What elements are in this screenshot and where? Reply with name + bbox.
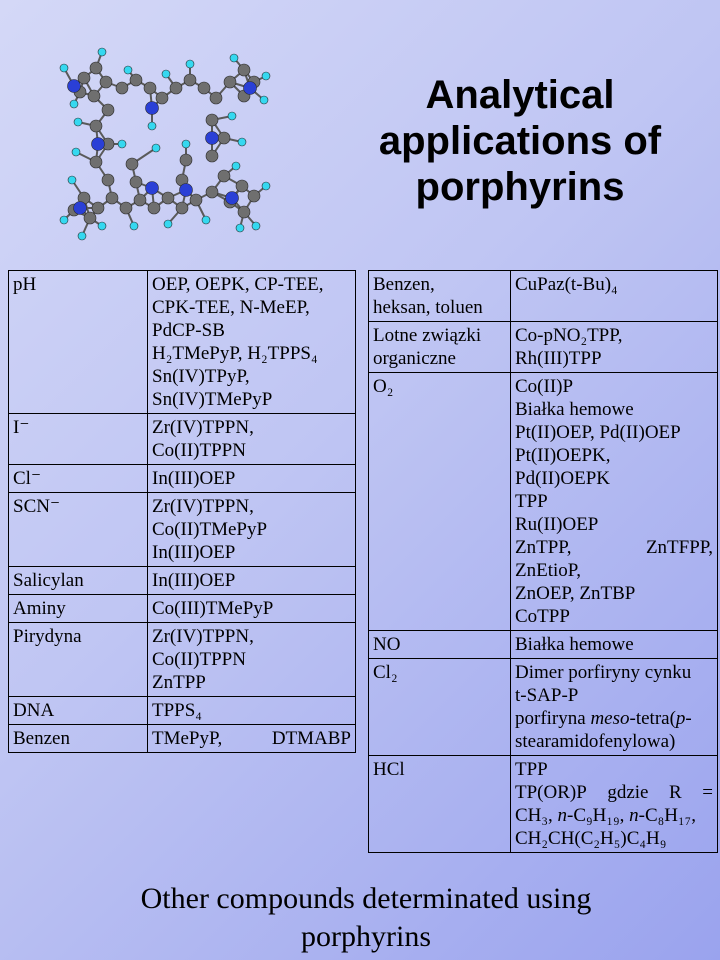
reagent-cell bbox=[148, 623, 356, 697]
reagent-cell bbox=[148, 493, 356, 567]
hydrogen-atom bbox=[124, 66, 132, 74]
reagent-cell bbox=[511, 373, 718, 631]
title-line: Analytical bbox=[425, 73, 615, 117]
carbon-atom bbox=[180, 154, 192, 166]
carbon-atom bbox=[126, 158, 138, 170]
table-row bbox=[9, 725, 356, 753]
carbon-atom bbox=[206, 150, 218, 162]
carbon-atom bbox=[236, 180, 248, 192]
analyte-cell bbox=[9, 697, 148, 725]
reagent-label: stearamidofenylowa) bbox=[515, 731, 676, 752]
reagent-label: Zr(IV)TPPN, bbox=[152, 496, 254, 517]
reagent-cell bbox=[511, 322, 718, 373]
hydrogen-atom bbox=[262, 72, 270, 80]
carbon-atom bbox=[90, 62, 102, 74]
analyte-cell bbox=[369, 659, 511, 756]
nitrogen-atom bbox=[180, 184, 193, 197]
carbon-atom bbox=[102, 174, 114, 186]
nitrogen-atom bbox=[206, 132, 219, 145]
analyte-label: Pirydyna bbox=[13, 626, 82, 647]
reagent-label: Pd(II)OEPK bbox=[515, 468, 610, 489]
reagent-label: In(III)OEP bbox=[152, 542, 236, 563]
carbon-atom bbox=[148, 202, 160, 214]
carbon-atom bbox=[224, 76, 236, 88]
analyte-label: Lotne związki bbox=[373, 325, 482, 346]
carbon-atom bbox=[190, 194, 202, 206]
title-line: porphyrins bbox=[415, 165, 625, 209]
reagent-label: H₂TMePyP, H₂TPPS₄ bbox=[152, 343, 318, 364]
right-analyte-table bbox=[368, 270, 718, 853]
hydrogen-atom bbox=[78, 232, 86, 240]
carbon-atom bbox=[120, 202, 132, 214]
carbon-atom bbox=[106, 192, 118, 204]
reagent-cell bbox=[148, 595, 356, 623]
reagent-label: Rh(III)TPP bbox=[515, 348, 602, 369]
reagent-label: ZnEtioP, bbox=[515, 560, 581, 581]
reagent-label: TMePyP, DTMABP bbox=[152, 728, 351, 749]
carbon-atom bbox=[78, 72, 90, 84]
reagent-cell bbox=[511, 271, 718, 322]
reagent-label: Pt(II)OEPK, bbox=[515, 445, 611, 466]
analyte-cell bbox=[9, 493, 148, 567]
reagent-label: ZnTPP, ZnTFPP, bbox=[515, 537, 713, 558]
reagent-label: porfiryna meso-tetra(p- bbox=[515, 708, 692, 729]
analyte-label: pH bbox=[13, 274, 37, 295]
carbon-atom bbox=[248, 190, 260, 202]
analyte-label: I⁻ bbox=[13, 417, 30, 438]
nitrogen-atom bbox=[146, 182, 159, 195]
table-row bbox=[9, 567, 356, 595]
analyte-label: Aminy bbox=[13, 598, 66, 619]
hydrogen-atom bbox=[262, 182, 270, 190]
table-row bbox=[9, 414, 356, 465]
reagent-label: ZnOEP, ZnTBP bbox=[515, 583, 636, 604]
carbon-atom bbox=[170, 82, 182, 94]
reagent-label: PdCP-SB bbox=[152, 320, 225, 341]
carbon-atom bbox=[130, 74, 142, 86]
table-row bbox=[369, 631, 718, 659]
caption-line: Other compounds determinated using bbox=[140, 882, 592, 915]
analyte-label: DNA bbox=[13, 700, 55, 721]
porphyrin-molecule-icon bbox=[36, 30, 286, 250]
page-title bbox=[340, 72, 700, 210]
reagent-cell bbox=[511, 659, 718, 756]
reagent-label: Co(II)TMePyP bbox=[152, 519, 268, 540]
carbon-atom bbox=[90, 120, 102, 132]
reagent-cell bbox=[148, 567, 356, 595]
reagent-label: TPP bbox=[515, 759, 548, 780]
analyte-cell bbox=[9, 725, 148, 753]
reagent-cell bbox=[148, 465, 356, 493]
reagent-label: Sn(IV)TPyP, bbox=[152, 366, 250, 387]
carbon-atom bbox=[218, 170, 230, 182]
reagent-label: CuPaz(t-Bu)₄ bbox=[515, 274, 618, 295]
reagent-label: Ru(II)OEP bbox=[515, 514, 599, 535]
reagent-label: CoTPP bbox=[515, 606, 570, 627]
analyte-label: NO bbox=[373, 634, 401, 655]
analyte-cell bbox=[369, 631, 511, 659]
analyte-label: Benzen bbox=[13, 728, 70, 749]
carbon-atom bbox=[88, 90, 100, 102]
hydrogen-atom bbox=[74, 118, 82, 126]
analyte-label: Cl₂ bbox=[373, 662, 398, 683]
reagent-label: TPPS₄ bbox=[152, 700, 202, 721]
table-row bbox=[369, 756, 718, 853]
nitrogen-atom bbox=[244, 82, 257, 95]
carbon-atom bbox=[198, 82, 210, 94]
hydrogen-atom bbox=[98, 222, 106, 230]
analyte-cell bbox=[9, 465, 148, 493]
carbon-atom bbox=[218, 132, 230, 144]
analyte-label: Benzen, bbox=[373, 274, 435, 295]
reagent-label: ZnTPP bbox=[152, 672, 206, 693]
analyte-label: organiczne bbox=[373, 348, 456, 369]
hydrogen-atom bbox=[118, 140, 126, 148]
reagent-label: TP(OR)P gdzie R = bbox=[515, 782, 713, 803]
hydrogen-atom bbox=[60, 216, 68, 224]
reagent-label: Białka hemowe bbox=[515, 399, 634, 420]
reagent-label: In(III)OEP bbox=[152, 570, 236, 591]
reagent-cell bbox=[148, 271, 356, 414]
analyte-cell bbox=[9, 623, 148, 697]
hydrogen-atom bbox=[232, 162, 240, 170]
reagent-label: CPK-TEE, N-MeEP, bbox=[152, 297, 310, 318]
reagent-label: Dimer porfiryny cynku bbox=[515, 662, 692, 683]
reagent-label: Białka hemowe bbox=[515, 634, 634, 655]
hydrogen-atom bbox=[260, 96, 268, 104]
table-row bbox=[9, 623, 356, 697]
carbon-atom bbox=[130, 176, 142, 188]
carbon-atom bbox=[90, 156, 102, 168]
analyte-label: heksan, toluen bbox=[373, 297, 483, 318]
hydrogen-atom bbox=[202, 216, 210, 224]
analyte-cell bbox=[9, 567, 148, 595]
reagent-cell bbox=[511, 756, 718, 853]
hydrogen-atom bbox=[98, 48, 106, 56]
nitrogen-atom bbox=[92, 138, 105, 151]
left-analyte-table bbox=[8, 270, 356, 753]
table-row bbox=[369, 271, 718, 322]
carbon-atom bbox=[238, 206, 250, 218]
analyte-label: HCl bbox=[373, 759, 405, 780]
reagent-label: Co(III)TMePyP bbox=[152, 598, 274, 619]
carbon-atom bbox=[134, 194, 146, 206]
analyte-cell bbox=[9, 595, 148, 623]
carbon-atom bbox=[206, 186, 218, 198]
hydrogen-atom bbox=[60, 64, 68, 72]
analyte-cell bbox=[9, 414, 148, 465]
carbon-atom bbox=[100, 76, 112, 88]
table-row bbox=[9, 271, 356, 414]
carbon-atom bbox=[144, 82, 156, 94]
reagent-label: Zr(IV)TPPN, bbox=[152, 417, 254, 438]
table-row bbox=[369, 373, 718, 631]
table-row bbox=[9, 697, 356, 725]
title-line: applications of bbox=[378, 119, 662, 163]
reagent-label: Co(II)P bbox=[515, 376, 574, 397]
carbon-atom bbox=[206, 114, 218, 126]
analyte-cell bbox=[369, 271, 511, 322]
hydrogen-atom bbox=[68, 176, 76, 184]
caption-line: porphyrins bbox=[301, 920, 431, 953]
hydrogen-atom bbox=[152, 144, 160, 152]
carbon-atom bbox=[176, 202, 188, 214]
carbon-atom bbox=[238, 64, 250, 76]
analyte-cell bbox=[369, 373, 511, 631]
analyte-cell bbox=[369, 322, 511, 373]
analyte-label: Cl⁻ bbox=[13, 468, 41, 489]
hydrogen-atom bbox=[236, 224, 244, 232]
hydrogen-atom bbox=[162, 70, 170, 78]
reagent-label: OEP, OEPK, CP-TEE, bbox=[152, 274, 324, 295]
table-row bbox=[369, 659, 718, 756]
reagent-label: Co-pNO₂TPP, bbox=[515, 325, 623, 346]
reagent-label: CH₂CH(C₂H₅)C₄H₉ bbox=[515, 828, 667, 849]
reagent-cell bbox=[148, 697, 356, 725]
carbon-atom bbox=[184, 74, 196, 86]
carbon-atom bbox=[116, 82, 128, 94]
reagent-label: TPP bbox=[515, 491, 548, 512]
analyte-cell bbox=[9, 271, 148, 414]
hydrogen-atom bbox=[252, 222, 260, 230]
table-row bbox=[369, 322, 718, 373]
hydrogen-atom bbox=[70, 100, 78, 108]
hydrogen-atom bbox=[72, 148, 80, 156]
nitrogen-atom bbox=[68, 80, 81, 93]
carbon-atom bbox=[162, 192, 174, 204]
nitrogen-atom bbox=[74, 202, 87, 215]
hydrogen-atom bbox=[238, 138, 246, 146]
hydrogen-atom bbox=[182, 140, 190, 148]
reagent-label: t-SAP-P bbox=[515, 685, 579, 706]
table-row bbox=[9, 465, 356, 493]
table-row bbox=[9, 595, 356, 623]
reagent-label: Co(II)TPPN bbox=[152, 649, 246, 670]
table-row bbox=[9, 493, 356, 567]
reagent-label: Pt(II)OEP, Pd(II)OEP bbox=[515, 422, 681, 443]
reagent-label: Sn(IV)TMePyP bbox=[152, 389, 273, 410]
analyte-label: O₂ bbox=[373, 376, 394, 397]
reagent-cell bbox=[148, 414, 356, 465]
hydrogen-atom bbox=[230, 54, 238, 62]
reagent-cell bbox=[511, 631, 718, 659]
analyte-label: SCN⁻ bbox=[13, 496, 60, 517]
nitrogen-atom bbox=[146, 102, 159, 115]
carbon-atom bbox=[156, 92, 168, 104]
reagent-label: In(III)OEP bbox=[152, 468, 236, 489]
hydrogen-atom bbox=[130, 222, 138, 230]
reagent-label: CH₃, n-C₉H₁₉, n-C₈H₁₇, bbox=[515, 805, 696, 826]
carbon-atom bbox=[84, 212, 96, 224]
carbon-atom bbox=[92, 202, 104, 214]
analyte-cell bbox=[369, 756, 511, 853]
hydrogen-atom bbox=[148, 122, 156, 130]
nitrogen-atom bbox=[226, 192, 239, 205]
hydrogen-atom bbox=[186, 60, 194, 68]
carbon-atom bbox=[102, 104, 114, 116]
reagent-label: Zr(IV)TPPN, bbox=[152, 626, 254, 647]
reagent-label: Co(II)TPPN bbox=[152, 440, 246, 461]
hydrogen-atom bbox=[164, 220, 172, 228]
caption bbox=[96, 880, 636, 956]
reagent-cell bbox=[148, 725, 356, 753]
analyte-label: Salicylan bbox=[13, 570, 84, 591]
carbon-atom bbox=[210, 92, 222, 104]
hydrogen-atom bbox=[228, 112, 236, 120]
